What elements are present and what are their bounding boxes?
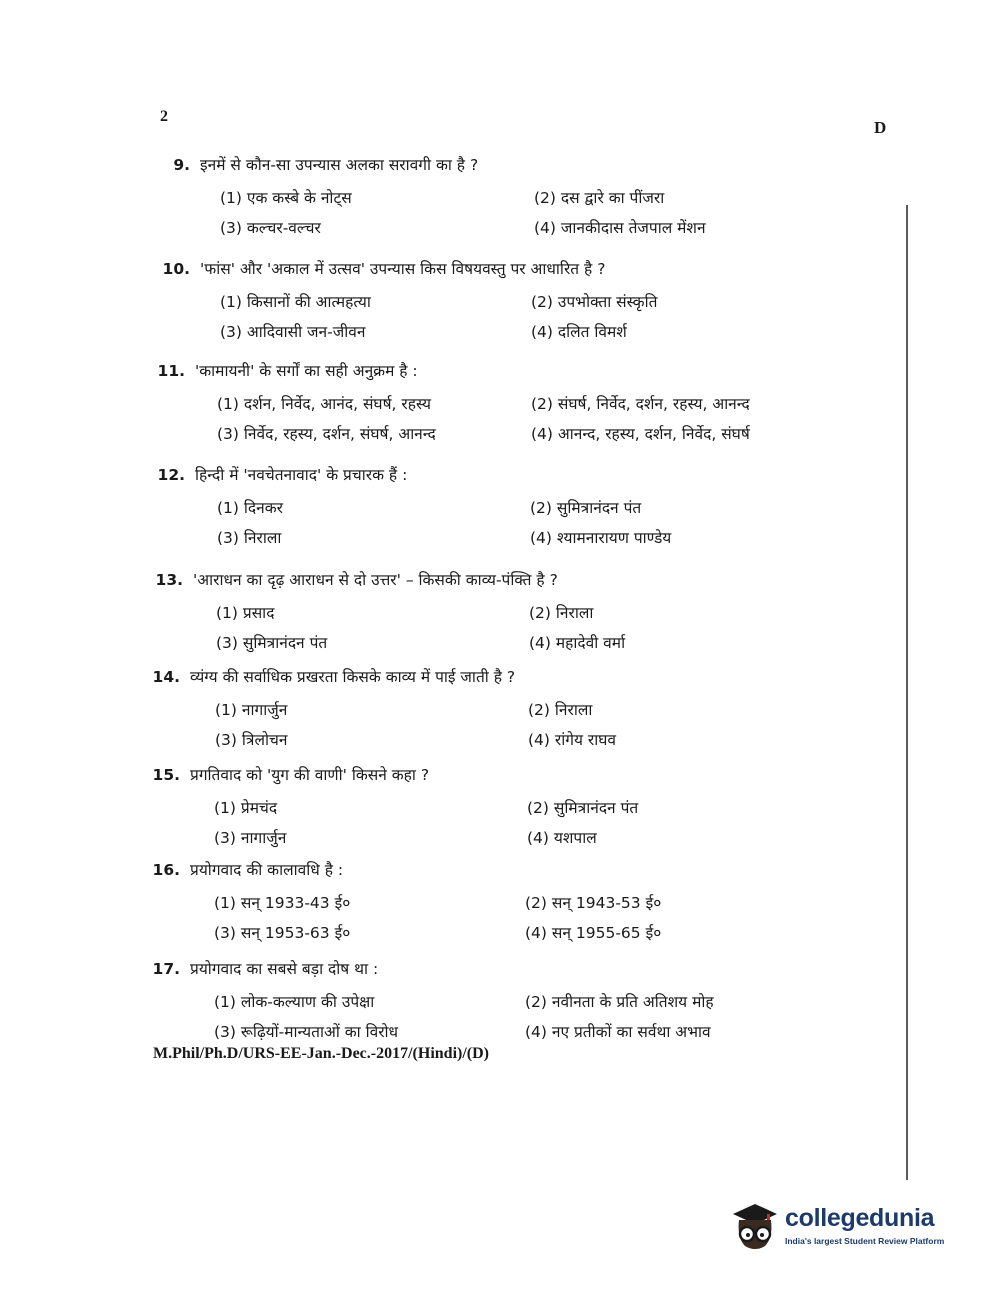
option-3: (3) निराला bbox=[217, 529, 282, 547]
option-2: (2) सुमित्रानंदन पंत bbox=[530, 499, 642, 517]
question-number: 15. bbox=[152, 766, 180, 784]
option-3: (3) आदिवासी जन-जीवन bbox=[220, 323, 366, 341]
question-14 bbox=[140, 665, 515, 687]
option-1: (1) प्रसाद bbox=[216, 604, 275, 622]
footer-code: M.Phil/Ph.D/URS-EE-Jan.-Dec.-2017/(Hindi)/(D) bbox=[153, 1045, 489, 1062]
question-10 bbox=[150, 257, 605, 279]
option-4: (4) जानकीदास तेजपाल मेंशन bbox=[534, 219, 706, 237]
question-text: प्रयोगवाद का सबसे बड़ा दोष था : bbox=[190, 960, 379, 978]
option-4: (4) महादेवी वर्मा bbox=[529, 634, 626, 652]
option-3: (3) कल्चर-वल्चर bbox=[220, 219, 321, 237]
question-12 bbox=[145, 463, 407, 485]
question-text: व्यंग्य की सर्वाधिक प्रखरता किसके काव्य में पाई जाती है ? bbox=[190, 668, 516, 686]
option-3: (3) सुमित्रानंदन पंत bbox=[216, 634, 328, 652]
option-1: (1) एक कस्बे के नोट्स bbox=[220, 189, 352, 207]
option-1: (1) दिनकर bbox=[217, 499, 283, 517]
option-4: (4) यशपाल bbox=[527, 829, 597, 847]
brand-tagline: India's largest Student Review Platform bbox=[785, 1236, 945, 1246]
question-text: प्रयोगवाद की कालावधि है : bbox=[190, 861, 344, 879]
question-number: 16. bbox=[152, 861, 180, 879]
option-2: (2) सन् 1943-53 ई० bbox=[525, 894, 662, 912]
option-3: (3) रूढ़ियों-मान्यताओं का विरोध bbox=[214, 1023, 399, 1041]
question-number: 13. bbox=[155, 571, 183, 589]
question-number: 10. bbox=[162, 260, 190, 278]
collegedunia-logo bbox=[727, 1198, 959, 1258]
question-number: 12. bbox=[157, 466, 185, 484]
brand-name: collegedunia bbox=[785, 1204, 935, 1232]
option-2: (2) निराला bbox=[528, 701, 593, 719]
option-2: (2) संघर्ष, निर्वेद, दर्शन, रहस्य, आनन्द bbox=[531, 395, 750, 413]
question-number: 9. bbox=[173, 156, 190, 174]
option-4: (4) रांगेय राघव bbox=[528, 731, 617, 749]
question-13 bbox=[143, 568, 558, 590]
option-2: (2) निराला bbox=[529, 604, 594, 622]
question-17 bbox=[140, 957, 378, 979]
option-4: (4) आनन्द, रहस्य, दर्शन, निर्वेद, संघर्ष bbox=[531, 425, 750, 443]
option-2: (2) सुमित्रानंदन पंत bbox=[527, 799, 639, 817]
mascot-icon bbox=[727, 1198, 783, 1258]
option-4: (4) दलित विमर्श bbox=[531, 323, 627, 341]
question-number: 11. bbox=[157, 362, 185, 380]
option-2: (2) दस द्वारे का पींजरा bbox=[534, 189, 665, 207]
question-text: हिन्दी में 'नवचेतनावाद' के प्रचारक हैं : bbox=[195, 466, 408, 484]
option-1: (1) प्रेमचंद bbox=[214, 799, 278, 817]
option-3: (3) नागार्जुन bbox=[214, 829, 287, 847]
option-4: (4) नए प्रतीकों का सर्वथा अभाव bbox=[525, 1023, 711, 1041]
question-text: 'कामायनी' के सर्गों का सही अनुक्रम है : bbox=[195, 362, 418, 380]
question-16 bbox=[140, 858, 343, 880]
question-number: 14. bbox=[152, 668, 180, 686]
option-4: (4) सन् 1955-65 ई० bbox=[525, 924, 662, 942]
option-3: (3) निर्वेद, रहस्य, दर्शन, संघर्ष, आनन्द bbox=[217, 425, 436, 443]
option-3: (3) त्रिलोचन bbox=[215, 731, 288, 749]
option-1: (1) दर्शन, निर्वेद, आनंद, संघर्ष, रहस्य bbox=[217, 395, 431, 413]
question-9 bbox=[150, 153, 478, 175]
margin-line bbox=[906, 205, 908, 1180]
question-text: 'फांस' और 'अकाल में उत्सव' उपन्यास किस विषयवस्तु पर आधारित है ? bbox=[200, 260, 606, 278]
question-text: प्रगतिवाद को 'युग की वाणी' किसने कहा ? bbox=[190, 766, 430, 784]
option-2: (2) उपभोक्ता संस्कृति bbox=[531, 293, 658, 311]
set-code: D bbox=[874, 118, 887, 137]
option-1: (1) नागार्जुन bbox=[215, 701, 288, 719]
page-number: 2 bbox=[160, 108, 168, 125]
question-text: इनमें से कौन-सा उपन्यास अलका सरावगी का है ? bbox=[200, 156, 479, 174]
option-3: (3) सन् 1953-63 ई० bbox=[214, 924, 351, 942]
question-15 bbox=[140, 763, 429, 785]
question-11 bbox=[145, 359, 418, 381]
option-4: (4) श्यामनारायण पाण्डेय bbox=[530, 529, 672, 547]
option-1: (1) सन् 1933-43 ई० bbox=[214, 894, 351, 912]
question-text: 'आराधन का दृढ़ आराधन से दो उत्तर' – किसकी काव्य-पंक्ति है ? bbox=[193, 571, 558, 589]
option-2: (2) नवीनता के प्रति अतिशय मोह bbox=[525, 993, 714, 1011]
option-1: (1) किसानों की आत्महत्या bbox=[220, 293, 371, 311]
question-number: 17. bbox=[152, 960, 180, 978]
option-1: (1) लोक-कल्याण की उपेक्षा bbox=[214, 993, 375, 1011]
